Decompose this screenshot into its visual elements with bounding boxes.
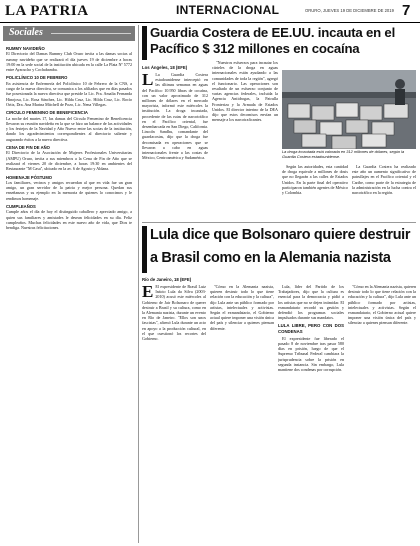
sociales-item-text: El Directorio de la Asociación de Mujeres Profesionales Universitarias (AMPU) Oruro, invita a sus miembros a la Cena de Fin de Año que se realizará el viernes 20 de diciembre, a horas 19:30 en ambientes del Restaurante "M Casa", ubicado en la av. 6 de Agosto y Aldana. <box>6 150 132 172</box>
newspaper-logo: LA PATRIA <box>5 3 89 19</box>
story1-text: La Guardia Costera estadounidense interceptó en las últimas semanas en aguas del Pacífico 10.950 libras de cocaína, con un valor aproximado de 312 millones de dólares en el mercado mayorista, informó este miércoles la institución. La droga incautada, procedente de las rutas de narcotráfico en el Pacífico oriental, fue desembarcada en San Diego, California. Lincoln Sandhu, comandante del guardacostas, dijo que la droga fue decomisada en operaciones que se llevaron a cabo en aguas internacionales frente a las costas de México, Centroamérica y Sudamérica. <box>142 72 208 161</box>
sociales-item-title: HOMENAJE PÓSTUMO <box>6 174 53 180</box>
sociales-item-title: CENA DE FIN DE AÑO <box>6 145 50 151</box>
sociales-header <box>3 26 135 41</box>
sociales-item-text: Los familiares, vecinos y amigos recuerdan al que en vida fue un gran amigo, un gran servidor de la patria y mejor persona. Quedan sus enseñanzas y su ejemplo en la memoria de quienes lo conocimos y le rendimos homenaje. <box>6 179 132 201</box>
sociales-item-text: Cumple años el día de hoy el distinguido caballero y apreciado amigo, a quien sus familiares y amistades le desean felicidades en su día. Feliz cumpleaños. Muchas felicidades en este nuevo año de vida, que Dios te bendiga. Nuestras felicitaciones. <box>6 209 132 231</box>
sociales-item-text: La noche del martes 17, las damas del Círculo Femenino de Beneficencia llevaron su reunión navideña en la que se hizo un balance de las actividades y los festejos de la Navidad y Año Nuevo entre las socias de la institución, dando los agradecimientos correspondientes al directorio saliente y augurando éxitos a la nueva directiva. <box>6 115 132 142</box>
photo-caption: La droga incautada está valorada en 312 millones de dólares, según la Guardia Costera estadounidense. <box>282 149 405 159</box>
story1-text: "Nuestros esfuerzos para incautar los cárteles de la droga en aguas internacionales están ayudando a las comunidades de toda la región", agregó el funcionario. Las operaciones son resultado de un esfuerzo conjunto de varias agencias federales, incluida la Agencia Antidrogas, la Patrulla Fronteriza y la Armada de Estados Unidos. El director interino de la DEA dijo que estos decomisos envían un mensaje a los narcotraficantes. <box>212 60 278 123</box>
story2-byline: Río de Janeiro, 18 (EFE) <box>142 277 192 282</box>
headline-bar <box>142 26 147 60</box>
story1-column-1 <box>142 72 208 220</box>
sociales-title: Sociales <box>9 27 43 38</box>
story1-column-3 <box>282 164 348 220</box>
drop-cap: L <box>142 72 154 89</box>
story1-column-2 <box>212 60 278 220</box>
header-rule <box>51 33 131 34</box>
story1-text: La Guardia Costera ha realizado este año un aumento significativo de patrullajes en el Pacífico oriental y el Caribe, como parte de la estrategia de la administración en la lucha contra el narcotráfico en la región. <box>352 164 416 196</box>
story2-text: El expresidente de Brasil Luiz Inácio Lula da Silva (2003-2010) acusó este miércoles al Gobierno de Jair Bolsonaro de querer destruir a Brasil y su cultura, como en la Alemania nazista, durante un evento en Río de Janeiro. "Ellos son unos fascistas", afirmó Lula durante un acto en apoyo a la producción cultural, en el que cuestionó los recortes del Gobierno. <box>142 284 206 342</box>
story2-text: El expresidente fue liberado el pasado 8 de noviembre tras pasar 580 días en prisión, luego de que el Supremo Tribunal Federal cambiara la jurisprudencia sobre la prisión en segunda instancia. Sin embargo, Lula mantiene dos condenas por corrupción. <box>278 335 344 373</box>
story2-text: Lula, líder del Partido de los Trabajadores, dijo que la cultura es esencial para la democracia y pidió a los artistas que no se dejen intimidar. El exmandatario recordó su gestión y defendió los programas sociales impulsados durante sus mandatos. <box>278 284 344 321</box>
story1-column-4 <box>352 164 416 220</box>
story1-text: Según las autoridades, esta cantidad de droga equivale a millones de dosis que no llegarán a las calles de Estados Unidos. En la parte final del operativo participaron también agentes de México y Colombia. <box>282 164 348 196</box>
masthead <box>0 0 420 23</box>
story-divider <box>142 222 416 223</box>
story2-headline: Lula dice que Bolsonaro quiere destruir a Brasil como en la Alemania nazista <box>150 227 411 266</box>
story2-subhead: LULA LIBRE, PERO CON DOS CONDENAS <box>278 323 344 334</box>
sociales-item-text: El Directorio del Damas Rummy Club Oruro invita a las damas socias al rummy navideño que se realizará el día jueves 19 de diciembre a horas 19:00 en la sede social de la institución ubicada en la calle La Plata Nº 5772 entre Ayacucho y Cochabamba. <box>6 51 132 73</box>
dateline: ORURO, JUEVES 19 DE DICIEMBRE DE 2019 <box>305 8 394 13</box>
sociales-item-title: POLICLÍNICO 10 DE FEBRERO <box>6 75 68 81</box>
story2-text: "Cómo en la Alemania nazista, quieren destruir todo lo que tiene relación con la educación y la cultura", dijo Lula ante un público formado por artistas, intelectuales y activistas. Según el exmandatario, el Gobierno actual quiere imponer una visión única del país y silenciar a quienes piensan diferente. <box>348 284 416 326</box>
story1-headline: Guardia Costera de EE.UU. incauta en el Pacífico $ 312 millones en cocaína <box>150 25 396 56</box>
photo-image <box>282 70 416 149</box>
section-title: INTERNACIONAL <box>176 3 280 17</box>
sociales-body <box>3 41 135 231</box>
drug-seizure-photo <box>282 70 416 149</box>
sociales-item-title: CUMPLEAÑOS <box>6 204 36 210</box>
sociales-item-text: En asistencia de Enfermería del Policlínico 10 de Febrero de la CNS, a cargo de la nueva directiva, se comunica a los afiliados que en días pasados fue posesionada la nueva directiva que preside la Lic. Pra. Amalia Fernanda Hinojosa, Lic. Rosa Sánchez, Lic. Hilda Cruz, Lic. Hilda Cruz, Lic. Rocío Ortiz, Dra. Ana Marina Mitchell de Pozo, Lic. Nena Villegas. <box>6 80 132 107</box>
story2-column-4 <box>348 284 416 542</box>
story1-byline: Los Ángeles, 18 (EFE) <box>142 65 188 70</box>
headline-bar <box>142 226 147 273</box>
story2-column-1 <box>142 284 206 542</box>
story2-text: "Cómo en la Alemania nazista, quieren destruir todo lo que tiene relación con la educación y la cultura", dijo Lula ante un público formado por artistas, intelectuales y activistas. Según el exmandatario, el Gobierno actual quiere imponer una visión única del país y silenciar a quienes piensan diferente. <box>210 284 274 331</box>
story2-column-3 <box>278 284 344 542</box>
story2-column-2 <box>210 284 274 542</box>
sociales-item-title: RUMMY NAVIDEÑO <box>6 46 45 51</box>
sociales-item-title: CIRCULO FEMENINO DE BENEFICENCIA <box>6 110 88 116</box>
page-number: 7 <box>402 2 411 19</box>
drop-cap: E <box>142 284 154 301</box>
column-divider <box>138 25 139 543</box>
sociales-column <box>3 26 135 542</box>
